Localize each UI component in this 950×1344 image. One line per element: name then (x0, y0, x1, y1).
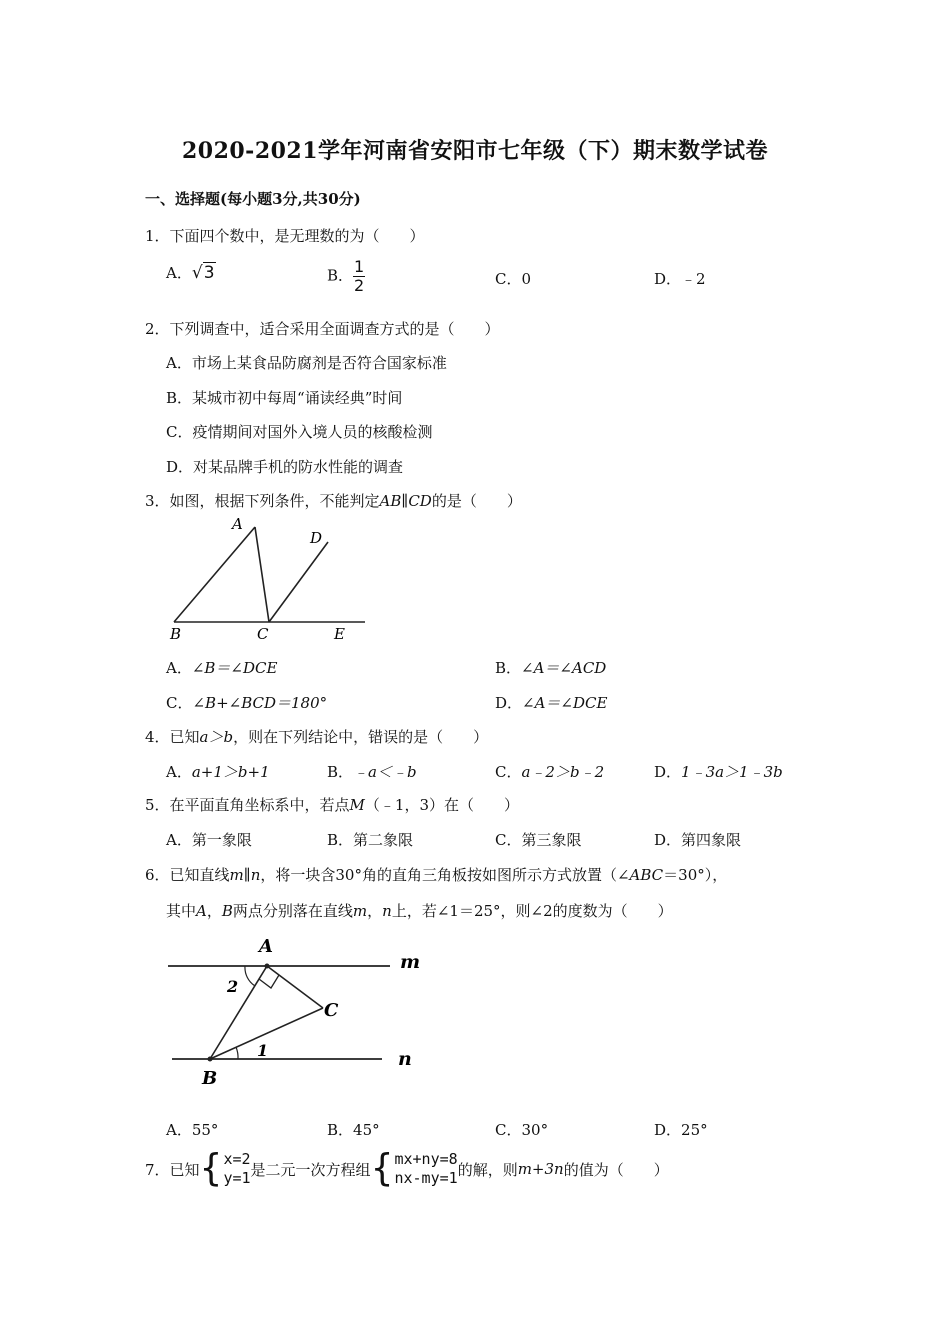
equation-line: nx-my=1 (394, 1169, 458, 1187)
q1-option-b (327, 258, 365, 295)
option-label: B． (327, 763, 354, 781)
stem-math: AB∥CD (379, 492, 432, 510)
stem-text: 是二元一次方程组 (250, 1160, 371, 1179)
question-3-stem (145, 490, 522, 511)
fraction (353, 258, 365, 295)
ray-cd (269, 542, 328, 622)
stem-math: m∥n (229, 866, 261, 884)
q1-option-d: D．﹣2 (654, 270, 706, 288)
label-point-b: B (170, 625, 182, 643)
option-math: 1﹣3a＞1﹣3b (681, 763, 783, 781)
exam-title: 2020-2021学年河南省安阳市七年级（下）期末数学试卷 (181, 138, 769, 164)
question-5-stem (145, 794, 519, 815)
q6-figure (160, 932, 435, 1092)
question-7-stem (145, 1146, 669, 1190)
stem-text: 上，若∠1＝25°，则∠2的度数为（ ） (391, 902, 673, 920)
stem-math: B (221, 902, 233, 920)
stem-text: ， (367, 902, 383, 920)
label-point-a: A (232, 515, 243, 533)
question-6-stem-line2 (166, 900, 673, 921)
q3-figure (160, 512, 375, 644)
stem-math: m+3n (517, 1160, 564, 1178)
q3-option-a (166, 657, 277, 678)
option-label: D． (654, 763, 682, 781)
label-point-d: D (310, 529, 323, 547)
stem-text: （﹣1，3）在（ ） (364, 796, 519, 814)
q6-option-c: C．30° (495, 1121, 549, 1139)
section-heading: 一、选择题(每小题3分,共30分) (145, 190, 361, 208)
stem-text: ，则在下列结论中，错误的是（ ） (233, 728, 489, 746)
option-label: B． (495, 659, 522, 677)
label-point-c: C (257, 625, 269, 643)
point-a (265, 964, 270, 969)
q3-option-b (495, 657, 606, 678)
q4-option-c (495, 761, 604, 782)
stem-text: 3．如图，根据下列条件，不能判定 (145, 492, 380, 510)
stem-text: 6．已知直线 (145, 866, 230, 884)
option-label: A． (166, 763, 192, 781)
stem-text: 两点分别落在直线 (232, 902, 353, 920)
option-math: ﹣a＜﹣b (353, 763, 417, 781)
angle-1-arc (236, 1047, 238, 1059)
q3-option-c (166, 692, 327, 713)
segment-ab (174, 527, 255, 622)
stem-math: ABC (629, 866, 664, 884)
q2-option-b: B．某城市初中每周“诵读经典”时间 (166, 389, 403, 407)
option-label: C． (495, 763, 522, 781)
stem-math: A (196, 902, 207, 920)
q3-option-d (495, 692, 607, 713)
q6-option-d: D．25° (654, 1121, 708, 1139)
option-math: ∠B+∠BCD＝180° (192, 694, 328, 712)
q4-option-a (166, 761, 270, 782)
stem-math: M (349, 796, 365, 814)
radicand: 3 (203, 263, 215, 283)
system-lines (394, 1150, 457, 1188)
q2-option-c: C．疫情期间对国外入境人员的核酸检测 (166, 423, 433, 441)
right-angle-mark (259, 975, 279, 988)
q5-option-c: C．第三象限 (495, 831, 582, 849)
stem-text: 7．已知 (145, 1160, 200, 1179)
q4-option-d (654, 761, 783, 782)
label-point-e: E (334, 625, 345, 643)
stem-math: n (382, 902, 392, 920)
stem-math: a＞b (199, 728, 234, 746)
equation-line: y=1 (223, 1169, 251, 1187)
q5-option-d: D．第四象限 (654, 831, 742, 849)
angle-2-arc (245, 966, 255, 986)
label-angle-2: 2 (227, 977, 239, 996)
label-point-b: B (202, 1068, 218, 1089)
stem-text: ＝30°）， (663, 866, 728, 884)
stem-math: m (352, 902, 368, 920)
option-math: a+1＞b+1 (191, 763, 270, 781)
q1-option-c: C．0 (495, 270, 532, 288)
q1-option-a (166, 262, 216, 283)
option-math: ∠A＝∠ACD (521, 659, 607, 677)
option-label: D． (495, 694, 523, 712)
stem-text: 5．在平面直角坐标系中，若点 (145, 796, 350, 814)
denominator: 2 (353, 276, 365, 295)
stem-text: 其中 (166, 902, 197, 920)
q5-option-b: B．第二象限 (327, 831, 414, 849)
stem-text: 4．已知 (145, 728, 200, 746)
stem-text: 的值为（ ） (563, 1160, 669, 1179)
equation-system (370, 1146, 458, 1190)
question-1-stem: 1．下面四个数中，是无理数的为（ ） (145, 227, 425, 245)
segment-ac (255, 527, 269, 622)
label-point-a: A (259, 936, 273, 957)
q2-option-d: D．对某品牌手机的防水性能的调查 (166, 458, 404, 476)
q2-option-a: A．市场上某食品防腐剂是否符合国家标准 (166, 354, 447, 372)
option-label: C． (166, 694, 193, 712)
question-2-stem: 2．下列调查中，适合采用全面调查方式的是（ ） (145, 320, 500, 338)
numerator: 1 (353, 257, 365, 276)
stem-text: 的是（ ） (431, 492, 522, 510)
question-6-stem-line1 (145, 864, 727, 885)
q6-option-a: A．55° (166, 1121, 219, 1139)
option-label: A． (166, 264, 192, 282)
question-4-stem (145, 726, 488, 747)
segment-ac (267, 966, 323, 1008)
label-line-n: n (398, 1048, 412, 1070)
stem-text: ， (206, 902, 222, 920)
equation-line: mx+ny=8 (394, 1150, 458, 1168)
point-b (208, 1057, 213, 1062)
option-math: ∠A＝∠DCE (522, 694, 608, 712)
system-lines (223, 1150, 250, 1188)
sqrt-expression: √3 (191, 263, 215, 283)
label-line-m: m (400, 951, 421, 973)
label-angle-1: 1 (257, 1041, 269, 1060)
label-point-c: C (324, 1000, 339, 1021)
option-math: ∠B＝∠DCE (191, 659, 278, 677)
q5-option-a: A．第一象限 (166, 831, 252, 849)
q6-option-b: B．45° (327, 1121, 380, 1139)
option-label: B． (327, 266, 354, 285)
solution-system (199, 1146, 251, 1190)
equation-line: x=2 (223, 1150, 251, 1168)
brace-icon: { (199, 1146, 223, 1190)
option-math: a﹣2＞b﹣2 (521, 763, 605, 781)
brace-icon: { (370, 1146, 394, 1190)
stem-text: 的解，则 (457, 1160, 518, 1179)
stem-text: ，将一块含30°角的直角三角板按如图所示方式放置（∠ (260, 866, 630, 884)
q4-option-b (327, 761, 417, 782)
option-label: A． (166, 659, 192, 677)
